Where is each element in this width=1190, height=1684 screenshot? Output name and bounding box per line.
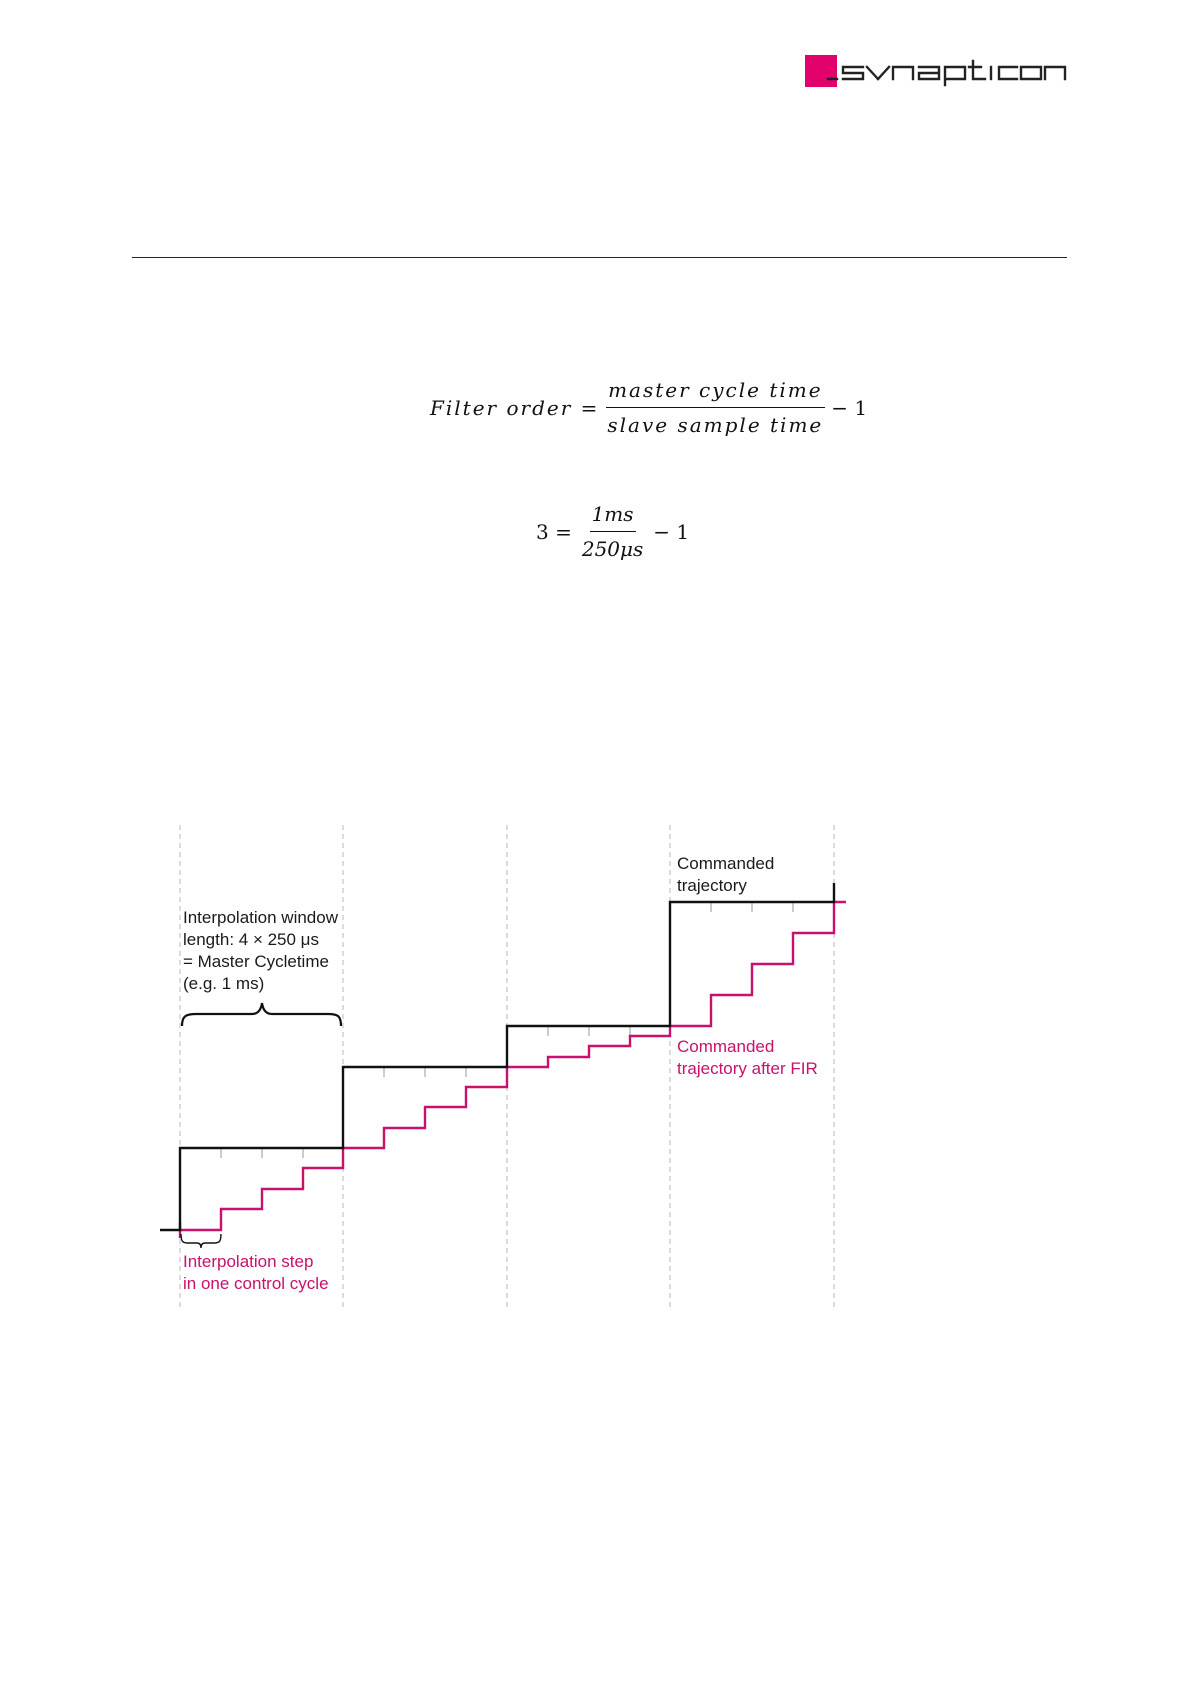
commanded-label (677, 853, 774, 897)
step-label (183, 1251, 329, 1295)
commanded-label-line-2: trajectory (677, 876, 747, 895)
window-label (183, 907, 338, 995)
commanded-label-line-1: Commanded (677, 854, 775, 873)
window-label-line-4: (e.g. 1 ms) (183, 974, 265, 993)
example-numerator: 1ms (590, 502, 636, 532)
example-rhs: − 1 (653, 519, 690, 544)
window-label-line-3: = Master Cycletime (183, 952, 329, 971)
window-label-line-1: Interpolation window (183, 908, 338, 927)
step-label-line-1: Interpolation step (183, 1252, 314, 1271)
fir-label-line-2: trajectory after FIR (677, 1059, 818, 1078)
fir-label-line-1: Commanded (677, 1037, 775, 1056)
window-label-line-2: length: 4 × 250 μs (183, 930, 319, 949)
example-lhs: 3 = (536, 519, 572, 544)
equation-rhs: − 1 (831, 395, 868, 420)
window-brace (182, 1003, 341, 1026)
example-denominator: 250μs (581, 537, 644, 561)
equation-numerator: master cycle time (606, 378, 824, 408)
step-brace (181, 1234, 221, 1248)
fir-label (677, 1036, 818, 1080)
equation-denominator: slave sample time (607, 413, 824, 437)
equation-lhs: Filter order = (430, 395, 600, 420)
step-label-line-2: in one control cycle (183, 1274, 329, 1293)
